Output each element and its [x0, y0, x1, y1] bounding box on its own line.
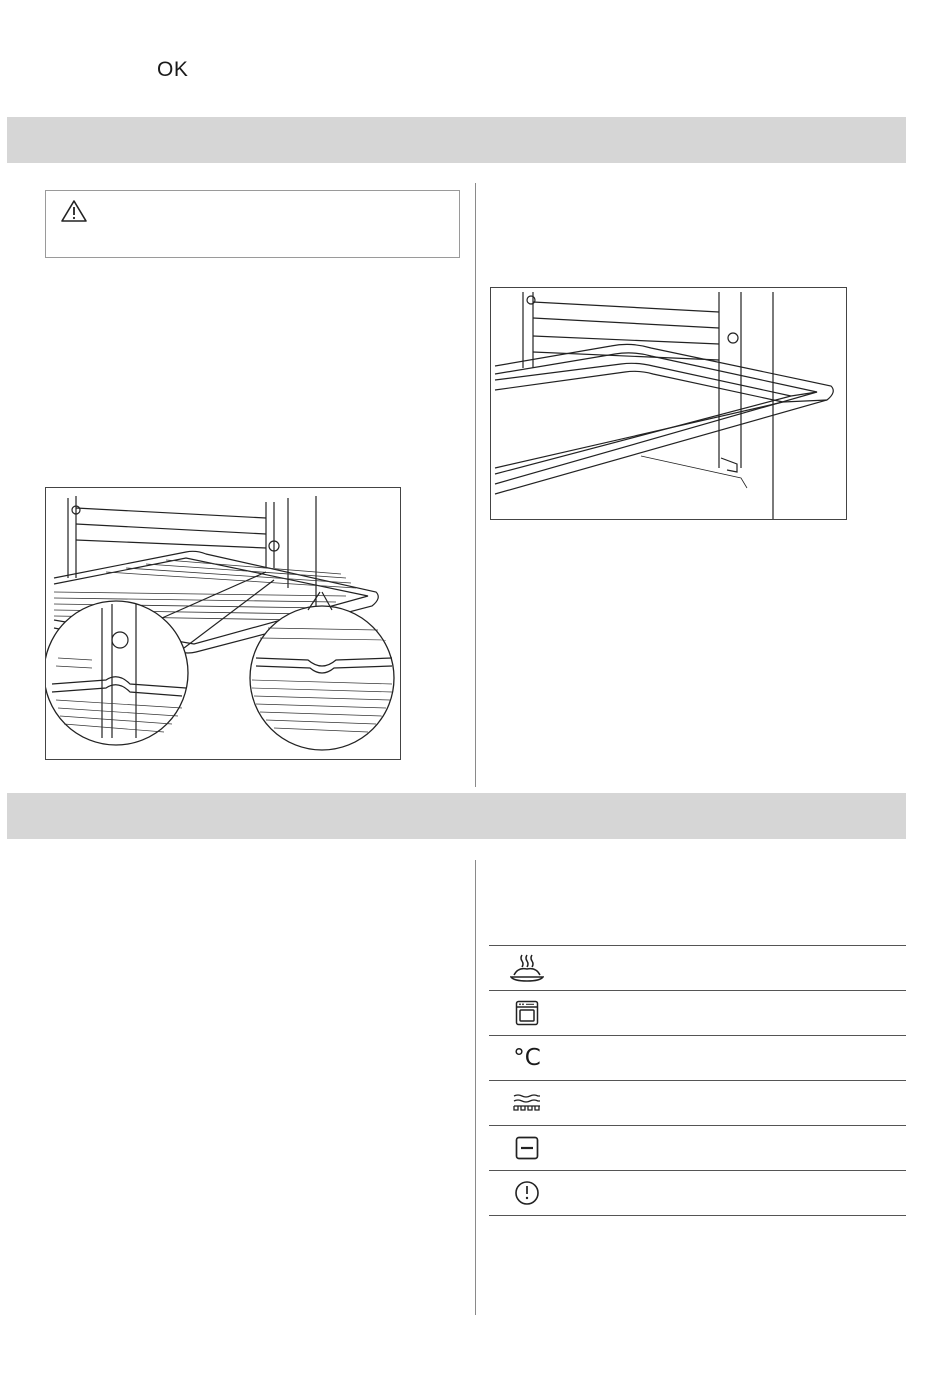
symbol-row-minus [489, 1125, 906, 1170]
shelf-insertion-figure [45, 487, 401, 760]
symbol-cell [489, 953, 565, 983]
warning-box [45, 190, 460, 258]
symbol-row-oven [489, 990, 906, 1035]
tray-insertion-figure [490, 287, 847, 520]
column-divider-2 [475, 860, 476, 1315]
symbol-row-temperature [489, 1035, 906, 1080]
symbol-cell [489, 1136, 565, 1160]
symbol-cell [489, 1044, 565, 1071]
symbol-cell [489, 1180, 565, 1206]
oven-icon [515, 1000, 539, 1026]
degree-celsius-icon: °C [513, 1044, 541, 1071]
ok-button-label: OK [157, 58, 189, 81]
column-divider-1 [475, 183, 476, 787]
dish-steam-icon [510, 953, 544, 983]
section-header-band-2 [7, 793, 906, 839]
symbol-cell [489, 1093, 565, 1113]
symbol-cell [489, 1000, 565, 1026]
symbol-row-heating [489, 1080, 906, 1125]
symbol-row-clock [489, 1170, 906, 1216]
symbol-row-dish [489, 945, 906, 990]
section-header-band-1 [7, 117, 906, 163]
minus-box-icon [515, 1136, 539, 1160]
warning-triangle-icon [60, 199, 88, 223]
heating-element-icon [512, 1093, 542, 1113]
clock-icon [514, 1180, 540, 1206]
symbols-table [489, 945, 906, 1216]
